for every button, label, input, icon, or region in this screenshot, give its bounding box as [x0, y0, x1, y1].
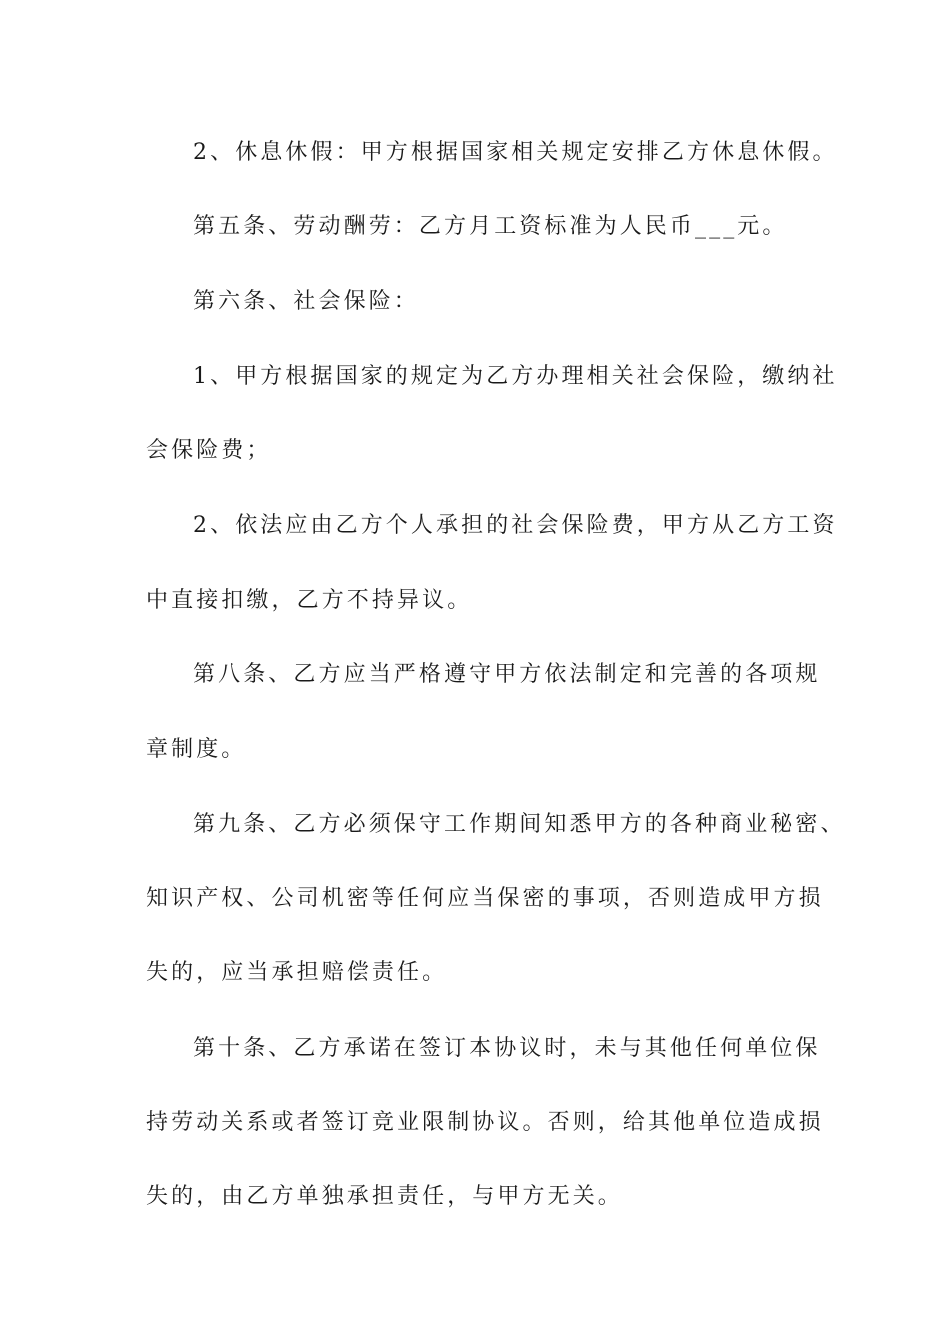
text-line: 失的，由乙方单独承担责任，与甲方无关。 [146, 1184, 623, 1209]
text-line: 会保险费； [146, 438, 272, 463]
text-line: 章制度。 [146, 737, 247, 762]
text-line: 中直接扣缴，乙方不持异议。 [146, 588, 473, 613]
text-line: 第八条、乙方应当严格遵守甲方依法制定和完善的各项规 [193, 662, 821, 687]
text-line: 知识产权、公司机密等任何应当保密的事项，否则造成甲方损 [146, 886, 824, 911]
text-line: 失的，应当承担赔偿责任。 [146, 960, 448, 985]
text-line: 持劳动关系或者签订竞业限制协议。否则，给其他单位造成损 [146, 1110, 824, 1135]
text-line: 2、依法应由乙方个人承担的社会保险费，甲方从乙方工资 [193, 513, 838, 538]
text-line: 第十条、乙方承诺在签订本协议时，未与其他任何单位保 [193, 1036, 821, 1061]
text-line: 第五条、劳动酬劳：乙方月工资标准为人民币___元。 [193, 214, 788, 239]
text-line: 2、休息休假：甲方根据国家相关规定安排乙方休息休假。 [193, 140, 838, 165]
text-line: 第六条、社会保险： [193, 289, 419, 314]
text-line: 1、甲方根据国家的规定为乙方办理相关社会保险，缴纳社 [193, 364, 838, 389]
text-line: 第九条、乙方必须保守工作期间知悉甲方的各种商业秘密、 [193, 812, 846, 837]
